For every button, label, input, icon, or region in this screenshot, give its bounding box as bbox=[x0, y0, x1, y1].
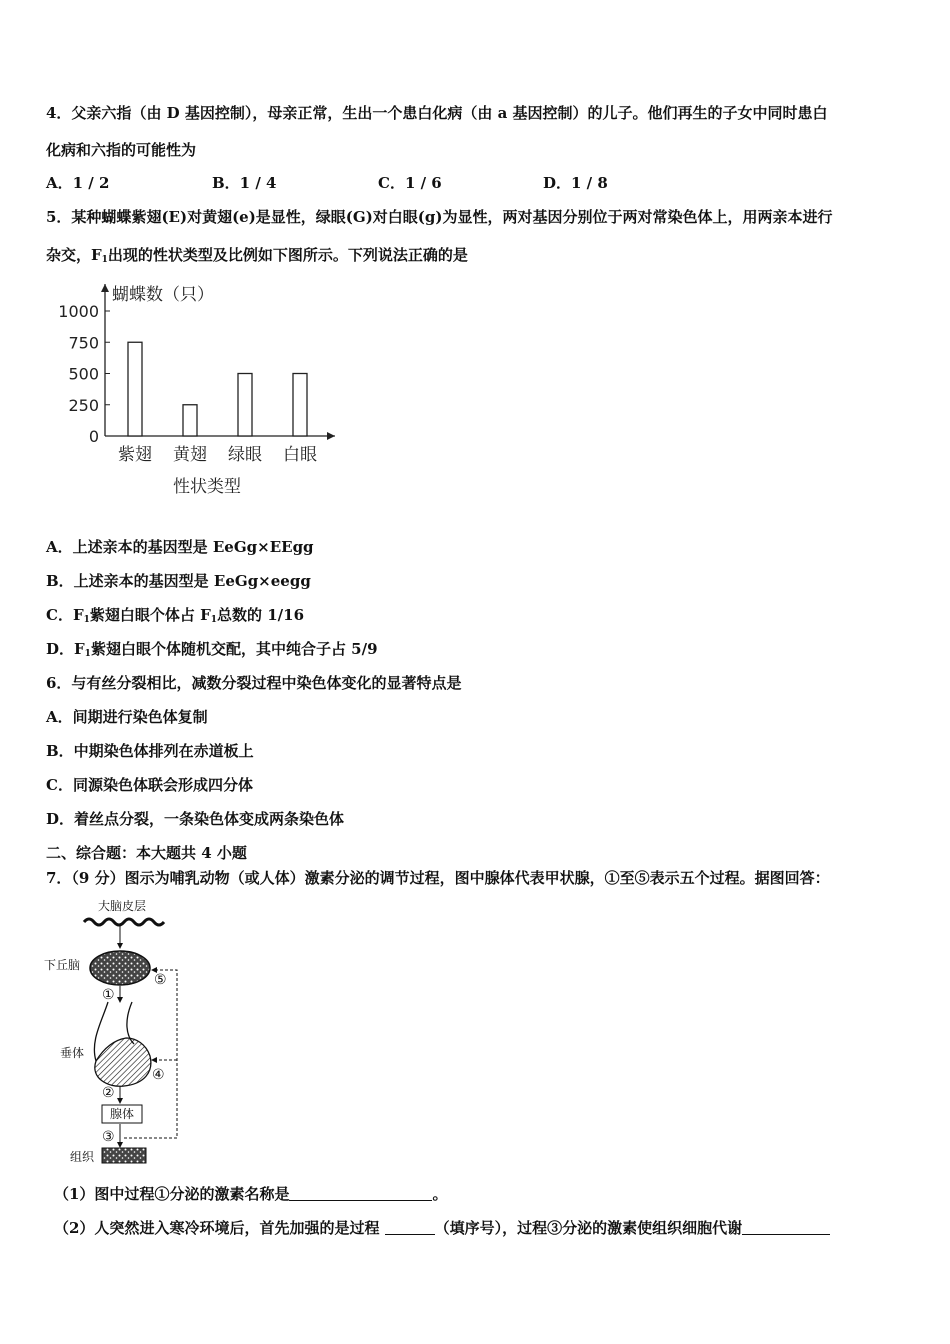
q6-option-c: C．同源染色体联会形成四分体 bbox=[46, 776, 253, 794]
q6-option-d: D．着丝点分裂，一条染色体变成两条染色体 bbox=[46, 810, 345, 828]
q5-stem-line1: 5．某种蝴蝶紫翅(E)对黄翅(e)是显性，绿眼(G)对白眼(g)为显性，两对基因分别位于两对常染色体上，用两亲本进行 bbox=[46, 208, 833, 226]
hypothalamus-label: 下丘脑 bbox=[44, 958, 81, 972]
chart-bar bbox=[238, 374, 252, 437]
q7-sub2-answer-blank-2[interactable] bbox=[742, 1219, 830, 1235]
q4-option-d: D．1 / 8 bbox=[543, 174, 608, 192]
chart-bar bbox=[183, 405, 197, 436]
chart-y-tick-label: 1000 bbox=[58, 302, 99, 321]
q6-option-a: A．间期进行染色体复制 bbox=[46, 708, 208, 726]
chart-bar bbox=[128, 342, 142, 436]
q7-sub1-answer-blank[interactable] bbox=[289, 1185, 432, 1201]
chart-y-axis-arrow bbox=[101, 284, 109, 292]
section-title: 二、综合题：本大题共 4 小题 bbox=[46, 844, 247, 862]
butterfly-bar-chart bbox=[50, 276, 350, 506]
chart-y-tick-label: 750 bbox=[68, 333, 99, 353]
chart-category-label: 绿眼 bbox=[228, 445, 262, 465]
tissue-cells bbox=[102, 1148, 146, 1163]
chart-category-label: 白眼 bbox=[283, 445, 317, 465]
chart-bar bbox=[293, 374, 307, 437]
hypothalamus-shape bbox=[90, 951, 150, 985]
q5-option-a: A．上述亲本的基因型是 EeGg×EEgg bbox=[46, 538, 314, 556]
chart-category-label: 紫翅 bbox=[118, 445, 152, 465]
tissue-label: 组织 bbox=[70, 1150, 95, 1164]
q7-sub1: （1）图中过程①分泌的激素名称是 。 bbox=[54, 1185, 448, 1203]
q5-option-b: B．上述亲本的基因型是 EeGg×eegg bbox=[46, 572, 311, 590]
q4-stem-line1: 4．父亲六指（由 D 基因控制），母亲正常，生出一个患白化病（由 a 基因控制）的儿子。他们再生的子女中同时患白 bbox=[46, 104, 828, 122]
q6-stem: 6．与有丝分裂相比，减数分裂过程中染色体变化的显著特点是 bbox=[46, 674, 462, 692]
q7-sub2-answer-blank-1[interactable] bbox=[385, 1219, 435, 1235]
q7-sub2: （2）人突然进入寒冷环境后，首先加强的是过程 （填序号），过程③分泌的激素使组织细胞代谢 bbox=[54, 1218, 830, 1238]
chart-y-tick-label: 250 bbox=[68, 395, 99, 415]
q4-stem-line2: 化病和六指的可能性为 bbox=[46, 141, 197, 159]
gland-label: 腺体 bbox=[109, 1107, 135, 1121]
q6-option-b: B．中期染色体排列在赤道板上 bbox=[46, 742, 254, 760]
process-1-label: ① bbox=[102, 987, 115, 1003]
process-3-label: ③ bbox=[102, 1129, 115, 1145]
pituitary-shape bbox=[95, 1038, 151, 1086]
q4-option-b: B．1 / 4 bbox=[212, 174, 277, 192]
pituitary-label: 垂体 bbox=[60, 1046, 85, 1060]
q7-stem: 7．（9 分）图示为哺乳动物（或人体）激素分泌的调节过程，图中腺体代表甲状腺，①至⑤表示五个过程。据图回答： bbox=[46, 869, 830, 887]
cortex-label: 大脑皮层 bbox=[98, 899, 147, 913]
chart-xlabel: 性状类型 bbox=[173, 477, 241, 497]
q4-option-a: A．1 / 2 bbox=[46, 174, 110, 192]
cortex-wave bbox=[84, 919, 164, 925]
chart-y-tick-label: 500 bbox=[68, 364, 99, 384]
process-2-label: ② bbox=[102, 1085, 115, 1101]
chart-category-label: 黄翅 bbox=[173, 445, 207, 465]
q5-option-d: D．$F_1$紫翅白眼个体随机交配，其中纯合子占 5/9 bbox=[46, 640, 378, 659]
chart-y-tick-label: 0 bbox=[88, 427, 99, 446]
chart-x-axis-arrow bbox=[327, 432, 335, 440]
q5-stem-line2: 杂交，$F_1$出现的性状类型及比例如下图所示。下列说法正确的是 bbox=[46, 246, 468, 265]
chart-ylabel: 蝴蝶数（只） bbox=[112, 285, 214, 305]
process-4-label: ④ bbox=[152, 1067, 165, 1083]
process-5-label: ⑤ bbox=[154, 972, 167, 988]
q5-option-c: C．$F_1$紫翅白眼个体占 $F_1$总数的 1/16 bbox=[46, 606, 305, 625]
q4-option-c: C．1 / 6 bbox=[378, 174, 442, 192]
hormone-regulation-diagram bbox=[40, 896, 200, 1170]
